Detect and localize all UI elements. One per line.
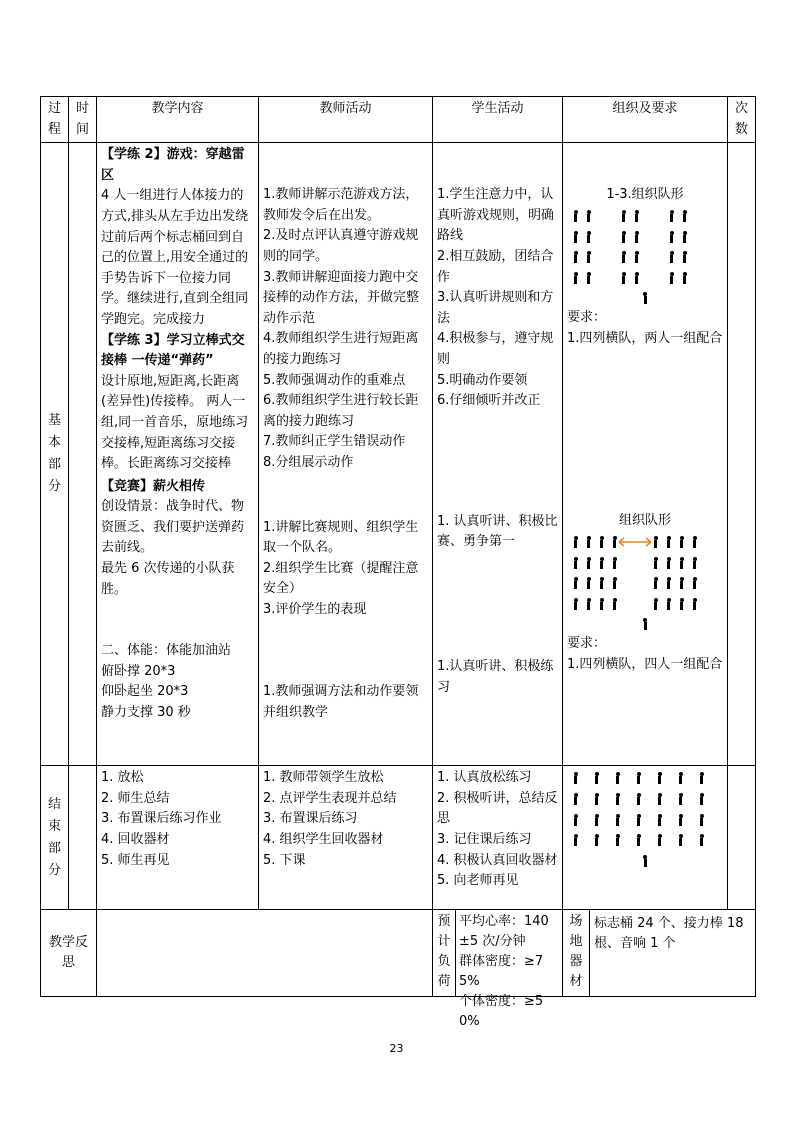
student-figure xyxy=(621,272,626,284)
baton-heading: 【学练 3】学习立棒式交接棒 一传递“弹药” xyxy=(101,332,245,369)
requirement-2: 1.四列横队，四人一组配合 xyxy=(567,656,723,672)
basic-count-cell xyxy=(728,143,756,766)
teacher-figure xyxy=(643,292,648,304)
student-figure xyxy=(666,536,671,548)
student-item: 1.学生注意力中，认真听游戏规则，明确路线 xyxy=(437,187,555,244)
reflection-label: 教学反思 xyxy=(41,910,97,997)
requirement-1: 1.四列横队，两人一组配合 xyxy=(567,330,723,346)
student-figure xyxy=(615,793,620,805)
end-content-item: 1. 放松 xyxy=(101,770,144,786)
load-cell xyxy=(433,910,563,1030)
student-figure xyxy=(666,577,671,589)
end-teacher-item: 4. 组织学生回收器材 xyxy=(263,831,384,847)
end-content-cell xyxy=(97,766,259,910)
basic-part-label: 基 本 部 分 xyxy=(41,143,69,766)
venue-label: 场 地 器 材 xyxy=(563,910,590,996)
student-figure xyxy=(586,577,591,589)
competition-scenario: 创设情景：战争时代、物资匮乏、我们要护送弹药去前线。 xyxy=(101,499,245,556)
teacher-competition-item: 2.组织学生比赛（提醒注意安全） xyxy=(263,560,419,597)
student-figure xyxy=(599,557,604,569)
requirement-label-1: 要求： xyxy=(567,310,607,326)
competition-heading: 【竞赛】薪火相传 xyxy=(101,478,206,494)
game-heading: 【学练 2】游戏：穿越雷区 xyxy=(101,147,245,183)
header-row xyxy=(41,97,756,143)
reflection-row xyxy=(41,910,756,997)
load-label: 预 计 负 荷 xyxy=(433,910,456,996)
teacher-competition-item: 3.评价学生的表现 xyxy=(263,601,367,617)
student-figure xyxy=(621,251,626,263)
student-figure xyxy=(615,834,620,846)
heart-rate: 平均心率：140±5 次/分钟 xyxy=(459,914,549,950)
student-figure xyxy=(599,536,604,548)
student-figure xyxy=(573,210,578,222)
end-org-cell xyxy=(563,766,728,910)
student-figure xyxy=(636,793,641,805)
formation-diagram-3 xyxy=(567,768,723,870)
student-figure xyxy=(573,834,578,846)
basic-part-row xyxy=(41,143,756,766)
student-figure xyxy=(678,834,683,846)
student-figure xyxy=(573,557,578,569)
student-figure xyxy=(573,272,578,284)
game-description: 4 人一组进行人体接力的方式,排头从左手边出发绕过前后两个标志桶回到自己的位置上,用安全通过的手势告诉下一位接力同学。继续进行,直到全组同学跑完。完成接力 xyxy=(101,188,249,327)
student-figure xyxy=(666,557,671,569)
student-item: 6.仔细倾听并改正 xyxy=(437,393,541,409)
student-figure xyxy=(679,598,684,610)
fitness-pushups: 俯卧撑 20*3 xyxy=(101,663,176,679)
header-time: 时 间 xyxy=(69,97,97,143)
student-figure xyxy=(612,598,617,610)
end-content-item: 4. 回收器材 xyxy=(101,831,170,847)
student-figure xyxy=(586,272,591,284)
student-figure xyxy=(612,536,617,548)
student-figure xyxy=(586,598,591,610)
student-figure xyxy=(586,251,591,263)
student-figure xyxy=(573,251,578,263)
student-figure xyxy=(657,772,662,784)
teacher-item: 2.及时点评认真遵守游戏规则的同学。 xyxy=(263,228,419,264)
formation-title-2: 组织队形 xyxy=(618,513,671,529)
teacher-item: 6.教师组织学生进行较长距离的接力跑练习 xyxy=(263,393,419,429)
end-teacher-item: 3. 布置课后练习 xyxy=(263,811,358,827)
student-figure xyxy=(634,272,639,284)
student-figure xyxy=(586,210,591,222)
student-figure xyxy=(679,536,684,548)
student-figure xyxy=(573,814,578,826)
student-figure xyxy=(692,577,697,589)
student-figure xyxy=(594,814,599,826)
page-number: 23 xyxy=(389,1042,404,1055)
fitness-situps: 仰卧起坐 20*3 xyxy=(101,684,189,700)
teacher-figure xyxy=(643,855,648,867)
student-figure xyxy=(615,814,620,826)
end-student-cell xyxy=(433,766,563,910)
student-figure xyxy=(657,793,662,805)
student-figure xyxy=(666,598,671,610)
student-figure xyxy=(612,557,617,569)
end-count-cell xyxy=(728,766,756,910)
student-figure xyxy=(599,577,604,589)
basic-time-cell xyxy=(69,143,97,766)
student-figure xyxy=(699,793,704,805)
student-figure xyxy=(573,772,578,784)
header-student: 学生活动 xyxy=(433,97,563,143)
student-figure xyxy=(699,772,704,784)
student-figure xyxy=(586,231,591,243)
student-figure xyxy=(586,557,591,569)
student-figure xyxy=(653,598,658,610)
teacher-item: 7.教师纠正学生错误动作 xyxy=(263,434,406,450)
student-figure xyxy=(573,577,578,589)
student-figure xyxy=(594,772,599,784)
student-figure xyxy=(669,251,674,263)
end-part-row xyxy=(41,766,756,910)
student-competition-item: 1. 认真听讲、积极比赛、勇争第一 xyxy=(437,513,558,550)
basic-student-cell xyxy=(433,143,563,766)
teacher-item: 4.教师组织学生进行短距离的接力跑练习 xyxy=(263,331,419,367)
teacher-fitness-item: 1.教师强调方法和动作要领并组织教学 xyxy=(263,684,419,721)
header-teacher: 教师活动 xyxy=(259,97,433,143)
student-figure xyxy=(621,210,626,222)
student-item: 4.积极参与，遵守规则 xyxy=(437,331,554,367)
venue-equipment: 标志桶 24 个、接力棒 18 根、音响 1 个 xyxy=(594,916,744,952)
formation-diagram-1 xyxy=(567,206,723,308)
student-figure xyxy=(679,557,684,569)
student-figure xyxy=(573,598,578,610)
individual-density: 个体密度：≥50% xyxy=(459,994,544,1030)
teacher-item: 5.教师强调动作的重难点 xyxy=(263,372,406,388)
student-item: 5.明确动作要领 xyxy=(437,372,528,388)
end-content-item: 2. 师生总结 xyxy=(101,790,170,806)
double-arrow-icon xyxy=(617,537,653,547)
basic-teacher-cell xyxy=(259,143,433,766)
student-figure xyxy=(653,557,658,569)
student-figure xyxy=(692,536,697,548)
student-figure xyxy=(657,834,662,846)
student-figure xyxy=(678,772,683,784)
venue-cell xyxy=(563,910,756,997)
student-figure xyxy=(621,231,626,243)
student-figure xyxy=(669,210,674,222)
student-figure xyxy=(653,577,658,589)
student-figure xyxy=(573,231,578,243)
teacher-figure xyxy=(643,618,648,630)
student-figure xyxy=(682,210,687,222)
student-figure xyxy=(699,834,704,846)
end-student-item: 3. 记住课后练习 xyxy=(437,831,532,847)
end-student-item: 4. 积极认真回收器材 xyxy=(437,852,558,868)
student-figure xyxy=(669,272,674,284)
student-figure xyxy=(594,834,599,846)
student-figure xyxy=(634,251,639,263)
student-figure xyxy=(634,210,639,222)
student-figure xyxy=(594,793,599,805)
student-figure xyxy=(612,577,617,589)
reflection-content xyxy=(97,910,433,997)
student-figure xyxy=(678,793,683,805)
end-teacher-cell xyxy=(259,766,433,910)
student-figure xyxy=(615,772,620,784)
header-count: 次 数 xyxy=(728,97,756,143)
student-figure xyxy=(653,536,658,548)
fitness-plank: 静力支撑 30 秒 xyxy=(101,705,191,721)
load-values xyxy=(456,910,562,1030)
student-figure xyxy=(669,231,674,243)
header-content: 教学内容 xyxy=(97,97,259,143)
student-figure xyxy=(692,557,697,569)
student-figure xyxy=(636,772,641,784)
end-student-item: 2. 积极听讲，总结反思 xyxy=(437,790,558,827)
end-content-item: 3. 布置课后练习作业 xyxy=(101,811,222,827)
end-teacher-item: 1. 教师带领学生放松 xyxy=(263,770,384,786)
student-fitness-item: 1.认真听讲、积极练习 xyxy=(437,658,554,695)
fitness-heading: 二、体能：体能加油站 xyxy=(101,643,232,659)
student-item: 2.相互鼓励，团结合作 xyxy=(437,248,554,285)
end-content-item: 5. 师生再见 xyxy=(101,852,170,868)
formation-diagram-2 xyxy=(567,532,723,634)
student-figure xyxy=(678,814,683,826)
student-figure xyxy=(573,793,578,805)
student-figure xyxy=(699,814,704,826)
lesson-plan-table xyxy=(40,96,756,1030)
student-figure xyxy=(586,536,591,548)
end-time-cell xyxy=(69,766,97,910)
end-student-item: 5. 向老师再见 xyxy=(437,873,519,889)
basic-content-cell xyxy=(97,143,259,766)
student-figure xyxy=(657,814,662,826)
end-part-label: 结 束 部 分 xyxy=(41,766,69,910)
student-figure xyxy=(682,231,687,243)
competition-win-rule: 最先 6 次传递的小队获胜。 xyxy=(101,561,235,597)
end-teacher-item: 5. 下课 xyxy=(263,852,306,868)
student-figure xyxy=(636,834,641,846)
student-figure xyxy=(682,272,687,284)
student-figure xyxy=(679,577,684,589)
header-org: 组织及要求 xyxy=(563,97,728,143)
student-figure xyxy=(682,251,687,263)
teacher-item: 3.教师讲解迎面接力跑中交接棒的动作方法，并做完整动作示范 xyxy=(263,269,420,326)
student-figure xyxy=(573,536,578,548)
basic-org-cell xyxy=(563,143,728,766)
student-figure xyxy=(634,231,639,243)
baton-description: 设计原地,短距离,长距离(差异性)传接棒。 两人一组,同一首音乐，原地练习交接棒,短距离练习交接棒。长距离练习交接棒 xyxy=(101,373,249,472)
formation-title-1: 1-3.组织队形 xyxy=(606,187,684,203)
teacher-item: 8.分组展示动作 xyxy=(263,454,354,470)
student-item: 3.认真听讲规则和方法 xyxy=(437,290,554,326)
group-density: 群体密度：≥75% xyxy=(459,954,544,990)
teacher-item: 1.教师讲解示范游戏方法，教师发令后在出发。 xyxy=(263,187,419,223)
end-student-item: 1. 认真放松练习 xyxy=(437,770,532,786)
teacher-competition-item: 1.讲解比赛规则、组织学生取一个队名。 xyxy=(263,519,419,556)
header-process: 过 程 xyxy=(41,97,69,143)
student-figure xyxy=(692,598,697,610)
student-figure xyxy=(599,598,604,610)
student-figure xyxy=(636,814,641,826)
requirement-label-2: 要求： xyxy=(567,636,607,652)
end-teacher-item: 2. 点评学生表现并总结 xyxy=(263,790,397,806)
